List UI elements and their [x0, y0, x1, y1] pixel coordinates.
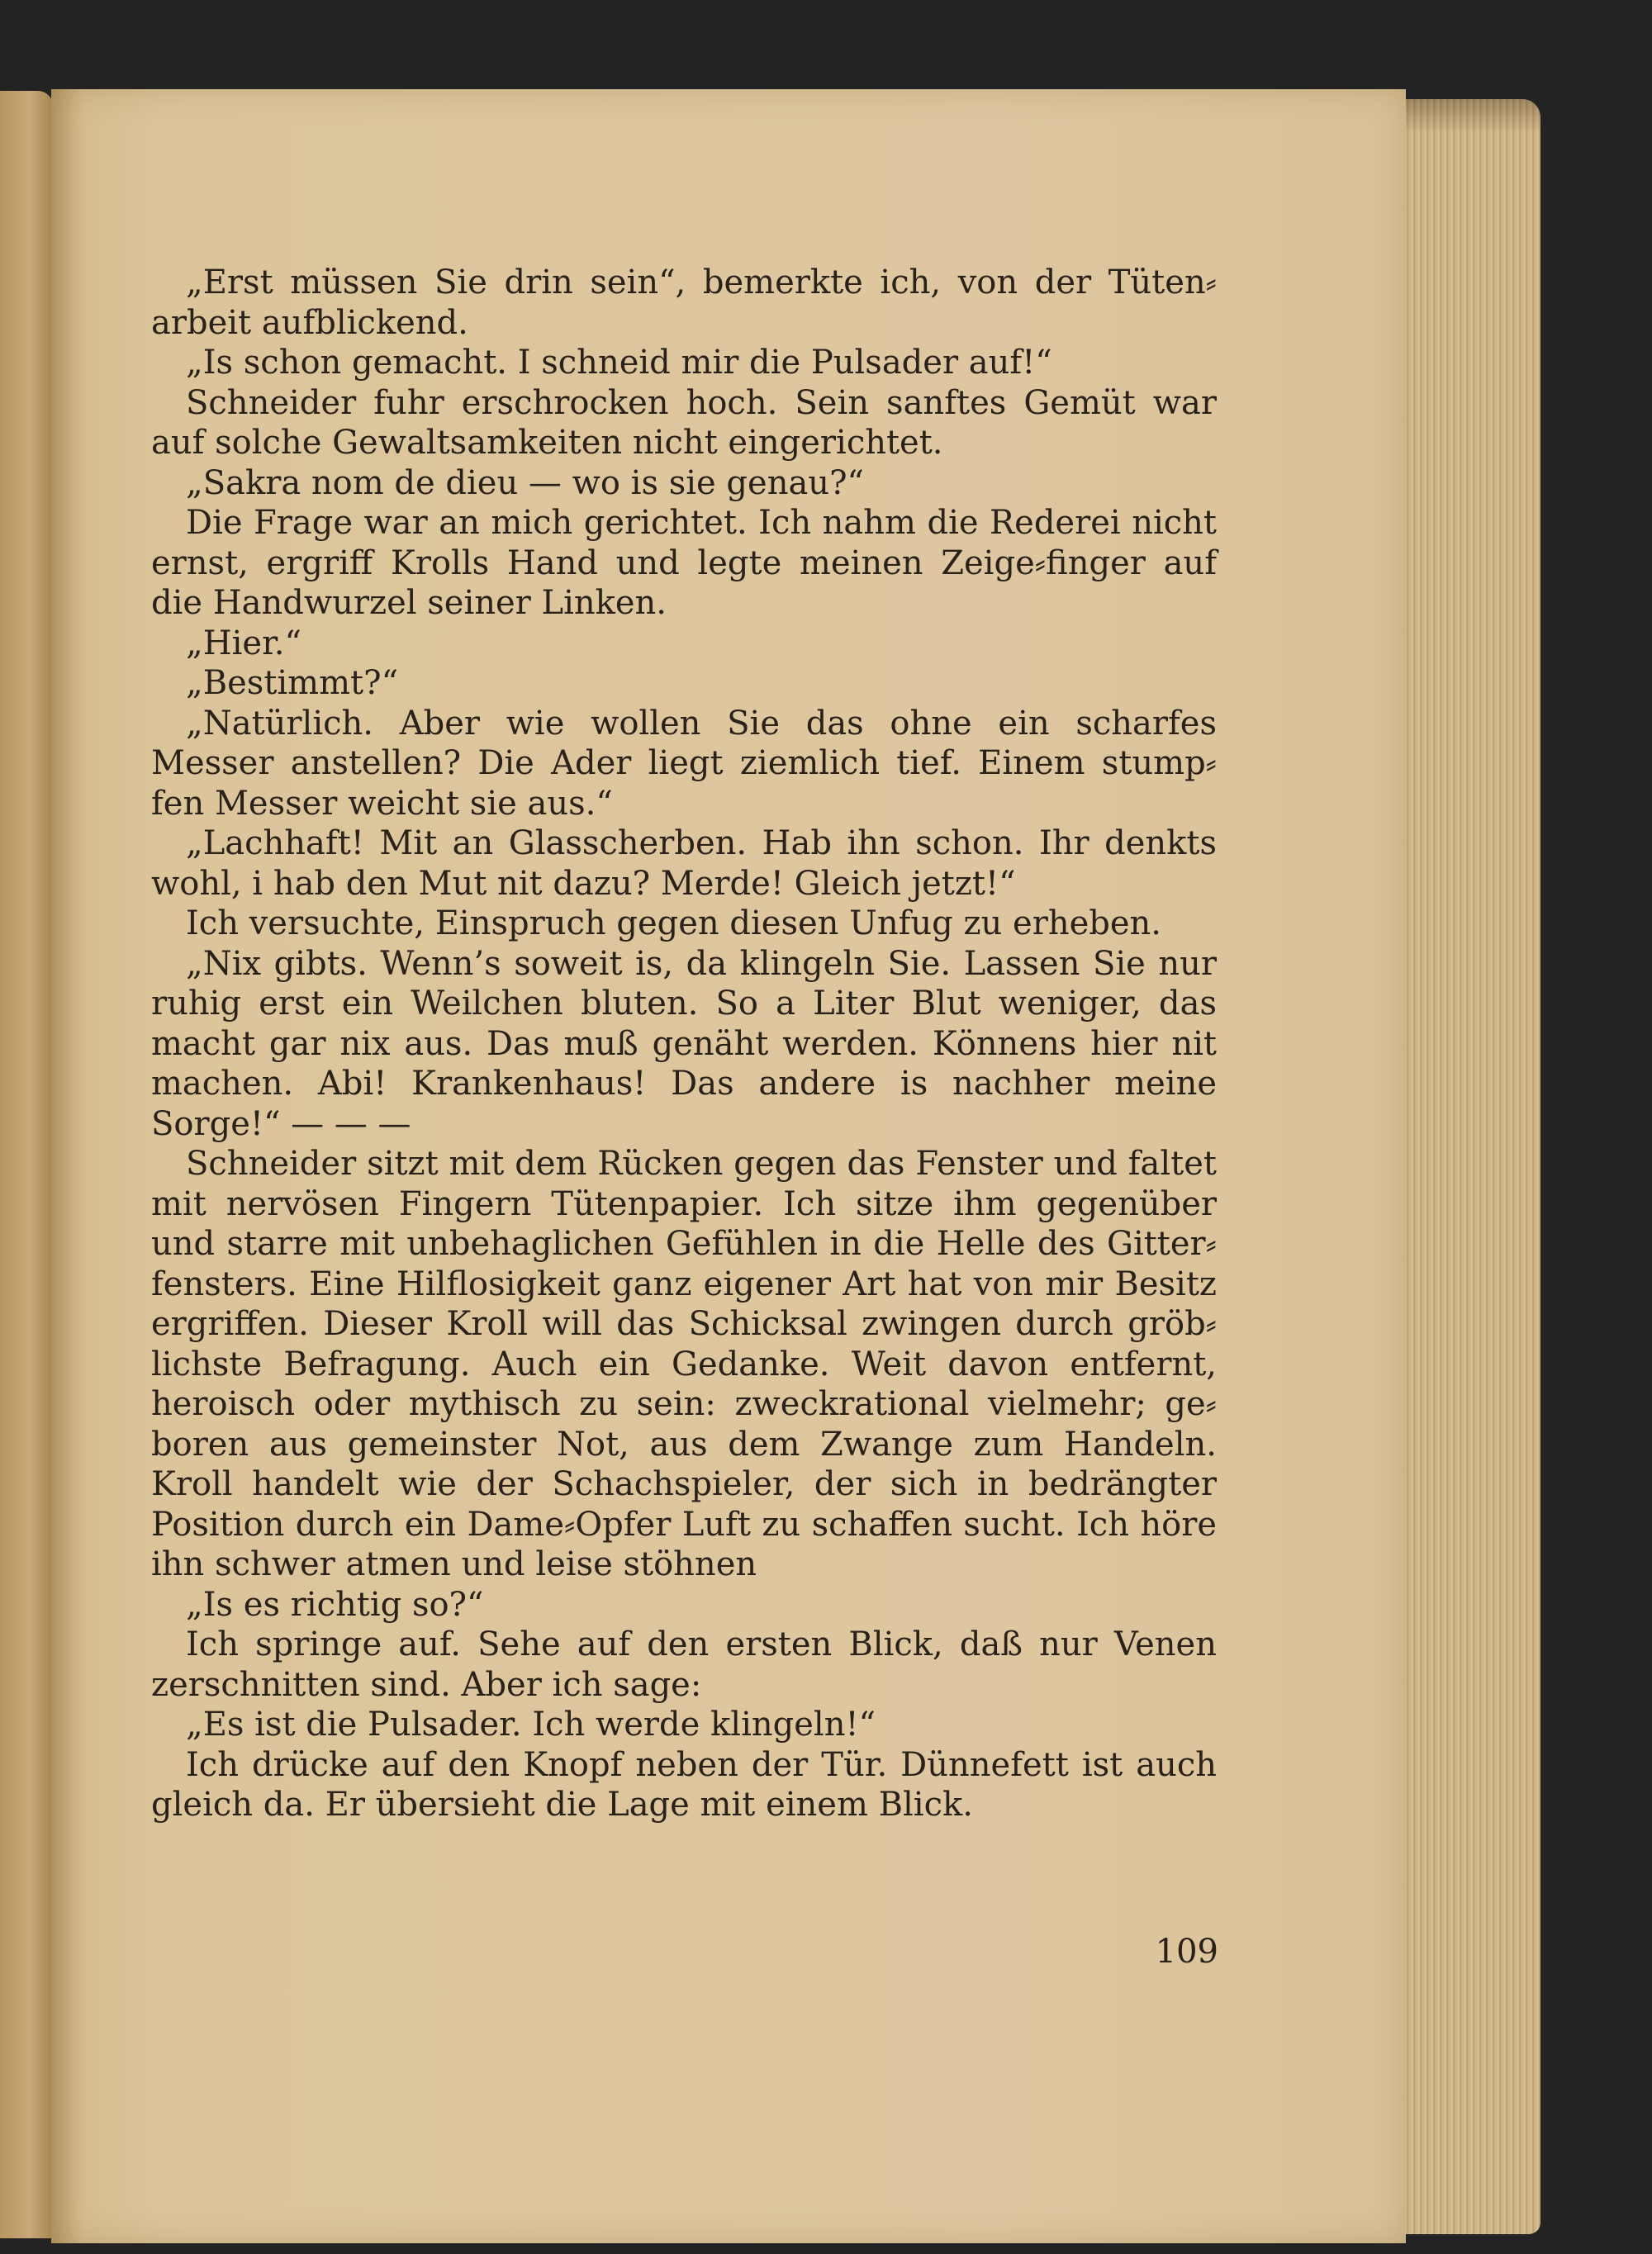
page-block-edges — [1384, 99, 1540, 2234]
left-page-edge — [0, 91, 53, 2238]
page-number: 109 — [1155, 1933, 1218, 1971]
paragraph: Schneider sitzt mit dem Rücken gegen das Fenster und faltet mit nervösen Fingern Tütenpapier. Ich sitze ihm gegenüber und starre mit unbehaglichen Gefühlen in die Helle des Gitter⸗fensters. Eine Hilflosigkeit ganz eigener Art hat von mir Besitz ergriffen. Dieser Kroll will das Schicksal zwingen durch gröb⸗lichste Befragung. Auch ein Gedanke. Weit davon entfernt, heroisch oder mythisch zu sein: zweckrational vielmehr; ge⸗boren aus gemeinster Not, aus dem Zwange zum Handeln. Kroll handelt wie der Schachspieler, der sich in bedrängter Position durch ein Dame⸗Opfer Luft zu schaffen sucht. Ich höre ihn schwer atmen und leise stöhnen — [151, 1145, 1217, 1583]
page-block-shadow — [1384, 99, 1540, 132]
paragraph: „Natürlich. Aber wie wollen Sie das ohne ein scharfes Messer anstellen? Die Ader liegt ziemlich tief. Einem stump⸗fen Messer weicht sie aus.“ — [151, 704, 1217, 823]
paragraph: Ich springe auf. Sehe auf den ersten Blick, daß nur Venen zerschnitten sind. Aber ich sage: — [151, 1625, 1217, 1704]
paragraph: Schneider fuhr erschrocken hoch. Sein sanftes Gemüt war auf solche Gewaltsamkeiten nicht eingerichtet. — [151, 383, 1217, 462]
paragraph: Ich drücke auf den Knopf neben der Tür. Dünnefett ist auch gleich da. Er übersieht die Lage mit einem Blick. — [151, 1745, 1217, 1824]
paragraph: „Sakra nom de dieu — wo is sie genau?“ — [186, 463, 864, 502]
paragraph: Die Frage war an mich gerichtet. Ich nahm die Rederei nicht ernst, ergriff Krolls Hand und legte meinen Zeige⸗finger auf die Handwurzel seiner Linken. — [151, 504, 1217, 622]
paragraph: „Hier.“ — [186, 624, 301, 662]
paragraph: „Is es richtig so?“ — [186, 1585, 484, 1624]
paragraph: „Bestimmt?“ — [186, 664, 399, 702]
page-text — [151, 263, 1217, 1825]
paragraph: „Lachhaft! Mit an Glasscherben. Hab ihn schon. Ihr denkts wohl, i hab den Mut nit dazu? Merde! Gleich jetzt!“ — [151, 824, 1217, 903]
paragraph: „Nix gibts. Wenn’s soweit is, da klingeln Sie. Lassen Sie nur ruhig erst ein Weilchen bluten. So a Liter Blut weniger, das macht gar nix aus. Das muß genäht werden. Könnens hier nit machen. Abi! Krankenhaus! Das andere is nachher meine Sorge!“ — — — — [151, 944, 1217, 1143]
paragraph: Ich versuchte, Einspruch gegen diesen Unfug zu erheben. — [186, 904, 1162, 942]
paragraph: „Es ist die Pulsader. Ich werde klingeln!“ — [186, 1706, 876, 1744]
paragraph: „Is schon gemacht. I schneid mir die Pulsader auf!“ — [186, 344, 1052, 382]
paragraph: „Erst müssen Sie drin sein“, bemerkte ich, von der Tüten⸗arbeit aufblickend. — [151, 263, 1217, 342]
